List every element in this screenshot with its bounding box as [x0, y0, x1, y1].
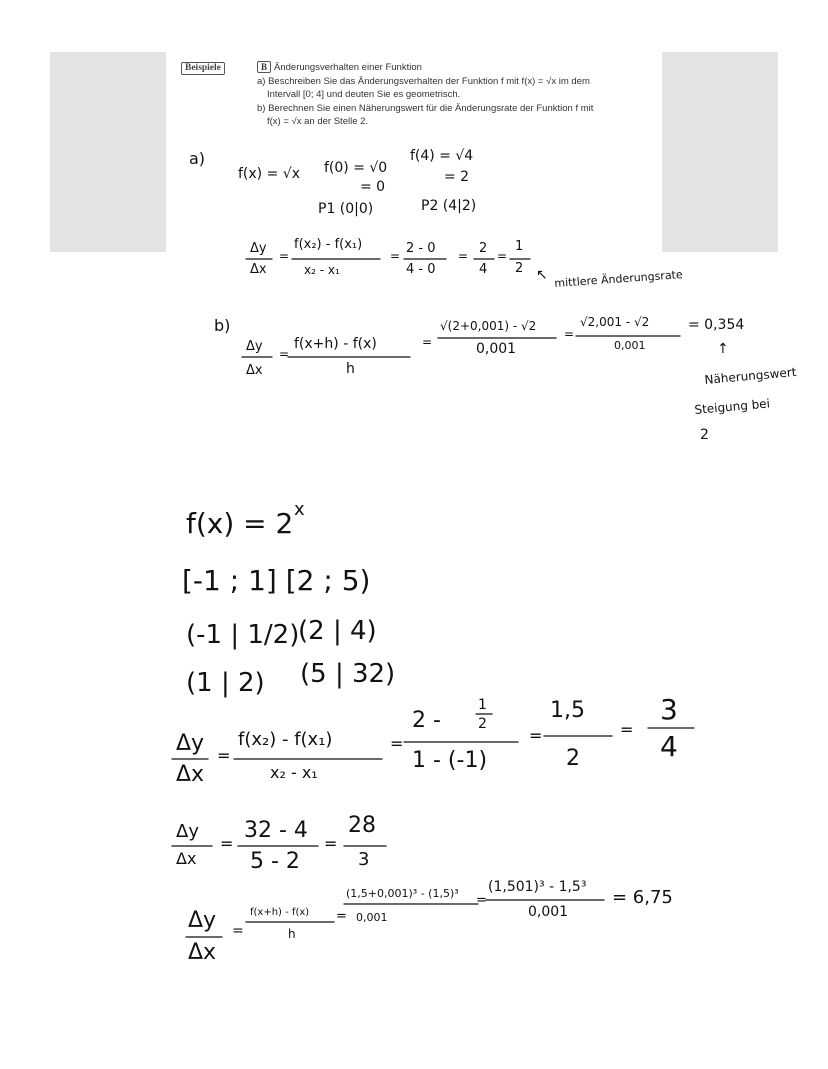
c1-num-3: 1,5 — [550, 698, 585, 723]
c2-den-1: 5 - 2 — [250, 849, 300, 874]
b-num-2: √(2+0,001) - √2 — [440, 319, 537, 333]
c1-eq-1: = — [217, 746, 231, 765]
c-function: f(x) = 2 — [186, 507, 294, 540]
b-num-1: f(x+h) - f(x) — [294, 336, 377, 352]
c3-den-2: 0,001 — [356, 911, 388, 924]
c3-num-3: (1,501)³ - 1,5³ — [488, 879, 587, 895]
c-intervals: [-1 ; 1] [2 ; 5) — [182, 564, 371, 597]
c1-eq-4: = — [620, 720, 634, 739]
b-delta-x: Δx — [246, 363, 263, 378]
a-f0: f(0) = √0 — [324, 160, 388, 176]
a-f0-value: = 0 — [360, 179, 386, 195]
c-exponent: x — [294, 499, 305, 520]
task-b-line-1: b) Berechnen Sie einen Näherungswert für die Änderungsrate der Funktion f mit — [257, 102, 594, 114]
b-delta-y: Δy — [246, 339, 263, 354]
task-badge: B — [257, 61, 271, 73]
c-point-3: (1 | 2) — [186, 668, 265, 698]
b-annotation-1: Näherungswert — [703, 364, 797, 387]
a-eq-4: = — [497, 249, 508, 263]
a-function: f(x) = √x — [238, 166, 300, 182]
c3-delta-y: Δy — [188, 908, 217, 933]
c1-eq-2: = — [390, 734, 404, 753]
c3-eq-3: = — [476, 893, 487, 908]
a-eq-3: = — [458, 249, 469, 263]
task-a-line-1: a) Beschreiben Sie das Änderungsverhalten der Funktion f mit f(x) = √x im dem — [257, 75, 590, 87]
a-num-4: 1 — [515, 239, 524, 254]
c3-num-1: f(x+h) - f(x) — [250, 907, 310, 918]
a-den-4: 2 — [515, 261, 524, 276]
a-point-1: P1 (0|0) — [318, 201, 374, 217]
c2-num-2: 28 — [348, 813, 376, 838]
b-den-3: 0,001 — [614, 339, 646, 352]
c-point-4: (5 | 32) — [300, 659, 396, 689]
a-delta-x: Δx — [250, 262, 267, 277]
a-label: a) — [189, 149, 206, 168]
task-text — [257, 61, 637, 129]
b-result: = 0,354 — [688, 317, 745, 333]
a-num-3: 2 — [479, 241, 488, 256]
a-f4-value: = 2 — [444, 169, 470, 185]
b-annotation-2: Steigung bei — [693, 396, 771, 417]
c1-den-1: x₂ - x₁ — [270, 763, 318, 782]
c1-num-1: f(x₂) - f(x₁) — [238, 729, 333, 750]
c2-num-1: 32 - 4 — [244, 818, 308, 843]
b-annotation-3: 2 — [700, 427, 709, 443]
b-den-1: h — [346, 361, 355, 377]
c-point-1: (-1 | 1/2) — [186, 620, 300, 650]
b-arrow-icon: ↑ — [717, 341, 729, 357]
a-frac-num: f(x₂) - f(x₁) — [294, 237, 363, 252]
c1-eq-3: = — [529, 726, 543, 745]
c3-eq-1: = — [232, 923, 244, 939]
c2-den-2: 3 — [358, 849, 370, 870]
c3-result: = 6,75 — [612, 887, 673, 908]
a-eq-2: = — [390, 249, 401, 263]
c-point-2: (2 | 4) — [298, 616, 377, 646]
c3-delta-x: Δx — [188, 940, 217, 965]
c2-eq-1: = — [220, 834, 234, 853]
c1-delta-y: Δy — [176, 731, 205, 756]
b-eq-2: = — [422, 335, 433, 349]
task-b-line-2: f(x) = √x an der Stelle 2. — [267, 116, 369, 127]
examples-tag: Beispiele — [181, 62, 225, 75]
a-f4: f(4) = √4 — [410, 148, 474, 164]
c1-den-4: 4 — [660, 730, 678, 763]
b-eq-3: = — [564, 327, 575, 341]
a-num-2: 2 - 0 — [406, 241, 436, 256]
a-annotation: mittlere Änderungsrate — [553, 268, 684, 290]
c1-num-4: 3 — [660, 693, 678, 726]
c1-half-den: 2 — [478, 716, 487, 732]
a-arrow-icon: ↖ — [536, 267, 548, 283]
b-label: b) — [214, 316, 231, 335]
b-num-3: √2,001 - √2 — [580, 315, 650, 329]
a-eq-1: = — [279, 249, 290, 263]
c1-delta-x: Δx — [176, 762, 205, 787]
c2-delta-x: Δx — [176, 849, 197, 868]
c1-num-2: 2 - — [412, 708, 441, 733]
c2-delta-y: Δy — [176, 821, 199, 842]
task-a-line-2: Intervall [0; 4] und deuten Sie es geometrisch. — [267, 89, 461, 100]
c1-half-num: 1 — [478, 697, 487, 713]
a-den-2: 4 - 0 — [406, 262, 436, 277]
c1-den-3: 2 — [566, 746, 580, 771]
b-eq-1: = — [279, 347, 290, 361]
a-point-2: P2 (4|2) — [421, 198, 477, 214]
a-den-3: 4 — [479, 262, 488, 277]
c3-num-2: (1,5+0,001)³ - (1,5)³ — [346, 887, 459, 900]
right-page-gutter — [662, 52, 778, 252]
c3-eq-2: = — [336, 909, 347, 924]
c3-den-1: h — [288, 927, 296, 941]
task-heading: Änderungsverhalten einer Funktion — [274, 62, 422, 73]
b-den-2: 0,001 — [476, 341, 517, 357]
c3-den-3: 0,001 — [528, 904, 569, 920]
a-delta-y: Δy — [250, 241, 267, 256]
c2-eq-2: = — [324, 834, 338, 853]
task-heading-line — [257, 61, 637, 75]
left-page-gutter — [50, 52, 166, 252]
a-frac-den: x₂ - x₁ — [304, 263, 340, 277]
c1-den-2: 1 - (-1) — [412, 748, 488, 773]
